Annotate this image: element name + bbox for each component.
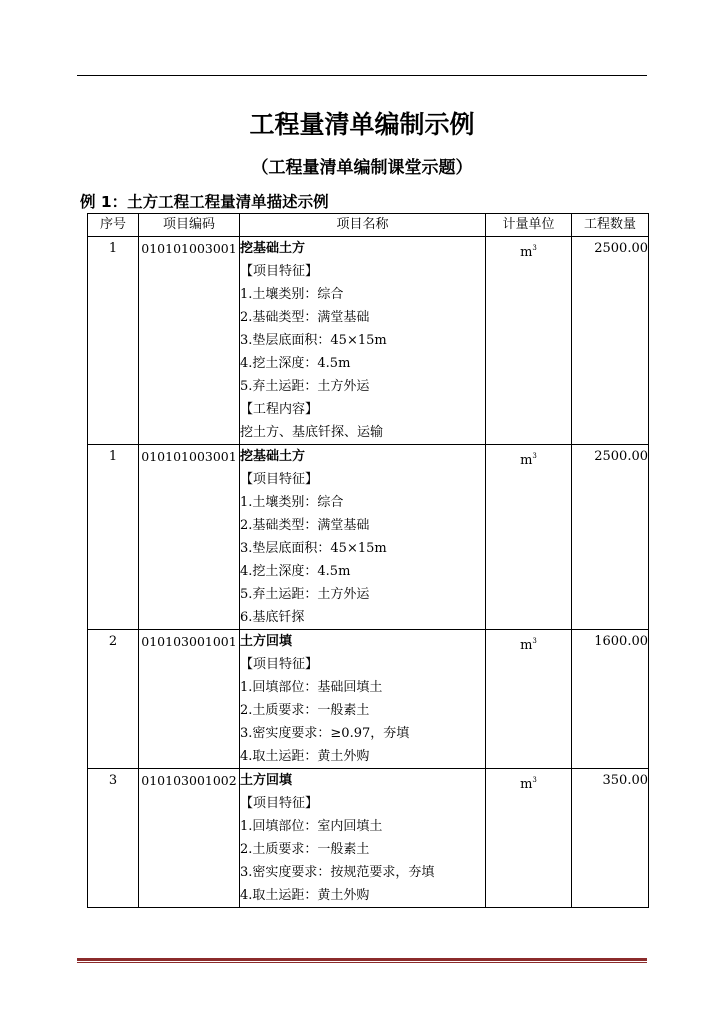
unit-superscript: 3	[532, 452, 537, 460]
row-description-line: 4.取土运距：黄土外购	[240, 749, 370, 764]
row-description-line: 2.土质要求：一般素土	[240, 703, 370, 718]
row-code: 010103001002	[139, 769, 240, 908]
row-item-name: 土方回填	[240, 634, 293, 649]
row-description-line: 【项目特征】	[240, 657, 319, 672]
bill-of-quantities-table	[87, 213, 649, 908]
row-item-name: 挖基础土方	[240, 241, 306, 256]
unit-text: m	[520, 245, 533, 260]
row-description-line: 【项目特征】	[240, 264, 319, 279]
row-description-line: 6.基底钎探	[240, 610, 305, 625]
row-unit	[486, 237, 572, 445]
row-unit	[486, 630, 572, 769]
row-description-line: 1.回填部位：基础回填土	[240, 680, 383, 695]
row-unit	[486, 445, 572, 630]
row-quantity: 1600.00	[572, 630, 649, 769]
row-description-line: 【项目特征】	[240, 796, 319, 811]
row-description-line: 3.垫层底面积：45×15m	[240, 333, 387, 348]
unit-text: m	[520, 453, 533, 468]
row-name-cell	[240, 237, 486, 445]
row-description-line: 4.挖土深度：4.5m	[240, 356, 351, 371]
row-description-line: 挖土方、基底钎探、运输	[240, 425, 384, 440]
row-item-name: 挖基础土方	[240, 449, 306, 464]
row-quantity: 2500.00	[572, 237, 649, 445]
row-description-line: 4.挖土深度：4.5m	[240, 564, 351, 579]
row-description-line: 3.密实度要求：按规范要求，夯填	[240, 865, 435, 880]
unit-text: m	[520, 777, 533, 792]
row-description-line: 4.取土运距：黄土外购	[240, 888, 370, 903]
row-description-line: 3.密实度要求：≥0.97，夯填	[240, 726, 410, 741]
row-seq: 1	[88, 445, 139, 630]
row-description-line: 5.弃土运距：土方外运	[240, 587, 370, 602]
row-name-cell	[240, 630, 486, 769]
row-description-line: 【工程内容】	[240, 402, 319, 417]
row-name-cell	[240, 769, 486, 908]
row-quantity: 350.00	[572, 769, 649, 908]
unit-superscript: 3	[532, 637, 537, 645]
row-item-name: 土方回填	[240, 773, 293, 788]
row-description-line: 2.基础类型：满堂基础	[240, 310, 370, 325]
row-code: 010103001001	[139, 630, 240, 769]
table-row	[88, 237, 649, 445]
row-seq: 1	[88, 237, 139, 445]
header-seq: 序号	[88, 214, 139, 237]
table-header-row	[88, 214, 649, 237]
header-quantity: 工程数量	[572, 214, 649, 237]
header-rule	[77, 75, 647, 76]
row-description-line: 3.垫层底面积：45×15m	[240, 541, 387, 556]
example-heading: 例 1：土方工程工程量清单描述示例	[80, 193, 329, 211]
unit-superscript: 3	[532, 244, 537, 252]
row-seq: 2	[88, 630, 139, 769]
row-description-line: 【项目特征】	[240, 472, 319, 487]
unit-text: m	[520, 638, 533, 653]
footer-rule-thin	[77, 962, 647, 963]
row-description-line: 2.土质要求：一般素土	[240, 842, 370, 857]
row-seq: 3	[88, 769, 139, 908]
row-quantity: 2500.00	[572, 445, 649, 630]
row-unit	[486, 769, 572, 908]
row-name-cell	[240, 445, 486, 630]
row-description-line: 2.基础类型：满堂基础	[240, 518, 370, 533]
table-body	[88, 237, 649, 908]
row-code: 010101003001	[139, 237, 240, 445]
unit-superscript: 3	[532, 776, 537, 784]
document-title: 工程量清单编制示例	[249, 110, 475, 139]
row-description-line: 1.土壤类别：综合	[240, 495, 344, 510]
table-row	[88, 769, 649, 908]
row-description-line: 1.土壤类别：综合	[240, 287, 344, 302]
footer-rule	[77, 958, 647, 961]
table-row	[88, 630, 649, 769]
row-code: 010101003001	[139, 445, 240, 630]
header-unit: 计量单位	[486, 214, 572, 237]
row-description-line: 1.回填部位：室内回填土	[240, 819, 383, 834]
table-row	[88, 445, 649, 630]
header-code: 项目编码	[139, 214, 240, 237]
document-subtitle: （工程量清单编制课堂示题）	[251, 158, 473, 178]
row-description-line: 5.弃土运距：土方外运	[240, 379, 370, 394]
header-name: 项目名称	[240, 214, 486, 237]
